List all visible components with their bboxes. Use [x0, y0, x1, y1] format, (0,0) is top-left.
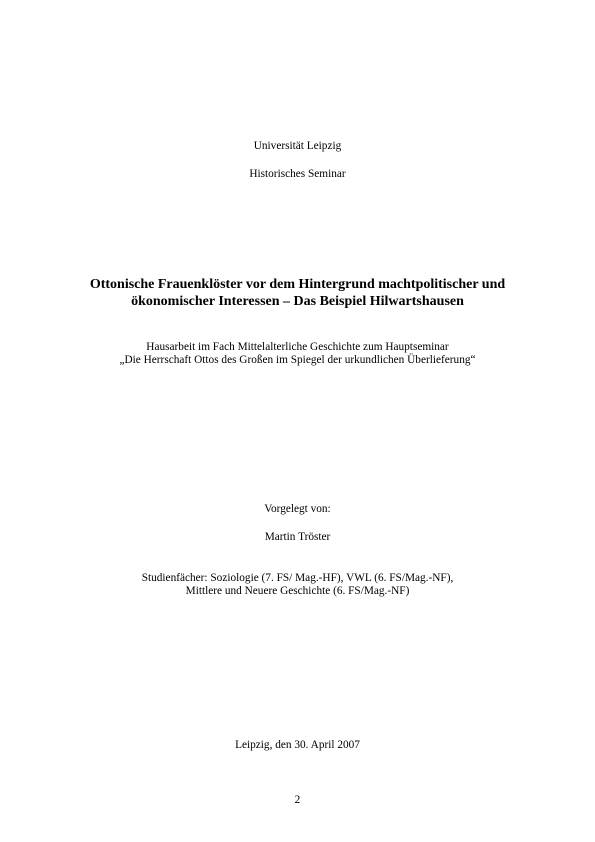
submitted-by-label: Vorgelegt von:: [264, 503, 331, 515]
seminar-name: Historisches Seminar: [249, 168, 346, 180]
subjects-line-1: Studienfächer: Soziologie (7. FS/ Mag.-HF), VWL (6. FS/Mag.-NF),: [141, 572, 454, 584]
title-line-2: ökonomischer Interessen – Das Beispiel Hilwartshausen: [131, 294, 464, 309]
subtitle-line-1: Hausarbeit im Fach Mittelalterliche Geschichte zum Hauptseminar: [146, 341, 449, 353]
author-name: Martin Tröster: [264, 531, 331, 543]
subtitle-line-2: „Die Herrschaft Ottos des Großen im Spiegel der urkundlichen Überlieferung“: [119, 354, 476, 366]
page-number: 2: [294, 794, 301, 806]
subjects-line-2: Mittlere und Neuere Geschichte (6. FS/Mag.-NF): [185, 585, 410, 597]
place-date: Leipzig, den 30. April 2007: [235, 739, 360, 751]
university-name: Universität Leipzig: [253, 140, 342, 152]
title-line-1: Ottonische Frauenklöster vor dem Hintergrund machtpolitischer und: [89, 277, 506, 292]
